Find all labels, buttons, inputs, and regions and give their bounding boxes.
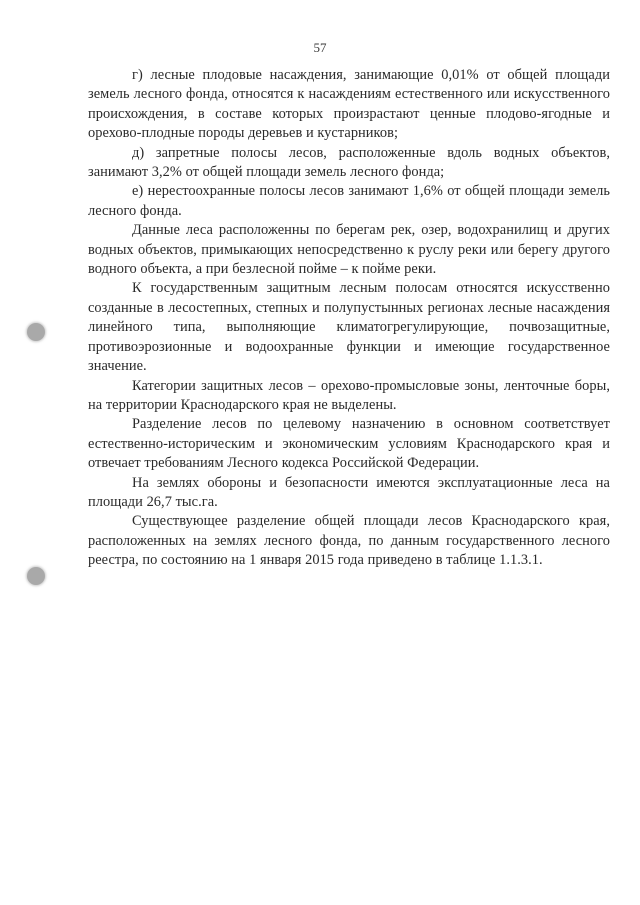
page-number: 57: [313, 40, 327, 55]
paragraph-e-spawning-strips: е) нерестоохранные полосы лесов занимают 1,6% от общей площади земель лесного фонда.: [88, 183, 610, 219]
paragraph-g-fruit-plantations: г) лесные плодовые насаждения, занимающие 0,01% от общей площади земель лесного фонда, относятся к насаждениям естественного или искусственного происхождения, в составе которых произрастают ценные плодово-ягодные и орехово-плодные породы деревьев и кустарников;: [88, 67, 610, 142]
paragraph-protective-categories: Категории защитных лесов – орехово-промысловые зоны, ленточные боры, на территории Краснодарского края не выделены.: [88, 377, 610, 413]
paragraph-defense-lands: На землях обороны и безопасности имеются эксплуатационные леса на площади 26,7 тыс.га.: [88, 474, 610, 510]
punch-hole-mark: [27, 567, 45, 585]
punch-hole-mark: [27, 323, 45, 341]
paragraph-riverbank-forests: Данные леса расположенны по берегам рек, озер, водохранилищ и других водных объектов, примыкающих непосредственно к руслу реки или берегу другого водного объекта, а при безлесной пойме – к пойме реки.: [88, 222, 610, 278]
paragraph-existing-division: Существующее разделение общей площади лесов Краснодарского края, расположенных на землях лесного фонда, по данным государственного лесного реестра, по состоянию на 1 января 2015 года приведено в таблице 1.1.3.1.: [88, 513, 610, 569]
body-text: [88, 66, 610, 571]
paragraph-state-protective-belts: К государственным защитным лесным полосам относятся искусственно созданные в лесостепных, степных и полупустынных регионах лесные насаждения линейного типа, выполняющие климатогрегулирующие, почвозащитные, противоэрозионные и водоохранные функции и имеющие государственное значение.: [88, 280, 610, 375]
paragraph-division-by-purpose: Разделение лесов по целевому назначению в основном соответствует естественно-историческим и экономическим условиям Краснодарского края и отвечает требованиям Лесного кодекса Российской Федерации.: [88, 416, 610, 472]
paragraph-d-restricted-strips: д) запретные полосы лесов, расположенные вдоль водных объектов, занимают 3,2% от общей площади земель лесного фонда;: [88, 144, 610, 181]
